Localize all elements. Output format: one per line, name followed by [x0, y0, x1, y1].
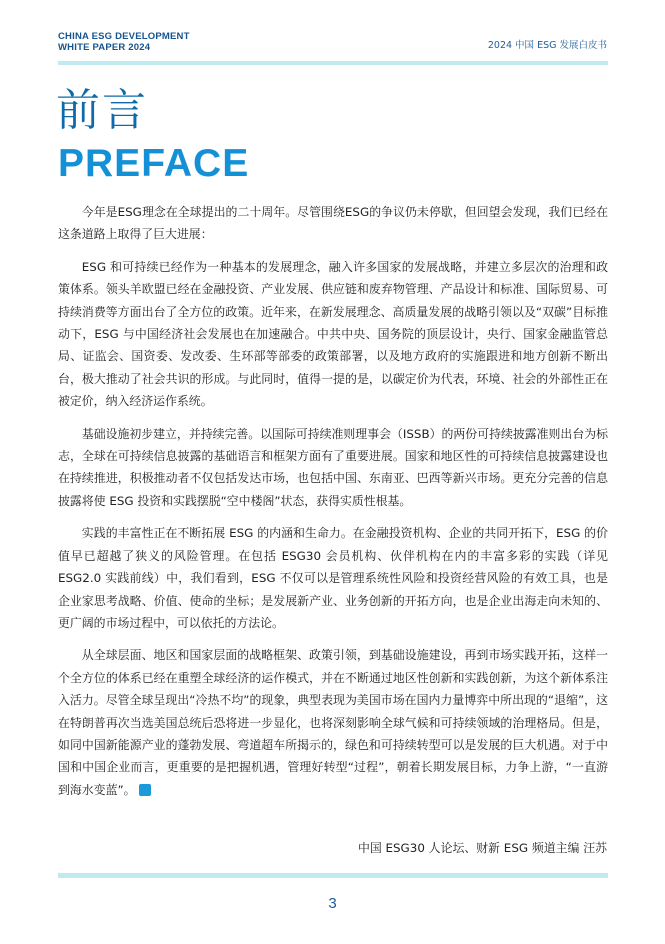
page-title-en: PREFACE — [58, 142, 250, 185]
header-title-line2: WHITE PAPER 2024 — [58, 42, 151, 53]
preface-body — [58, 201, 608, 811]
page-number: 3 — [328, 895, 337, 912]
paragraph-2: ESG 和可持续已经作为一种基本的发展理念，融入许多国家的发展战略，并建立多层次的治理和政策体系。领头羊欧盟已经在金融投资、产业发展、供应链和废弃物管理、产品设计和标准、国际贸易、可持续消费等方面出台了全方位的政策。近年来，在新发展理念、高质量发展的战略引领以及“双碳”目标推动下，ESG 与中国经济社会发展也在加速融合。中共中央、国务院的顶层设计，央行、国家金融监管总局、证监会、国资委、发改委、生环部等部委的政策部署，以及地方政府的实施跟进和地方创新不断出台，极大推动了社会共识的形成。与此同时，值得一提的是，以碳定价为代表，环境、社会的外部性正在被定价，纳入经济运作系统。 — [58, 259, 608, 409]
header-cn-title: 2024 中国 ESG 发展白皮书 — [487, 40, 607, 51]
footer-divider — [58, 873, 608, 878]
header-divider — [58, 61, 608, 65]
paragraph-5 — [58, 644, 608, 801]
header-publication-title — [58, 31, 258, 53]
author-signature: 中国 ESG30 人论坛、财新 ESG 频道主编 汪苏 — [357, 841, 607, 855]
page-title-cn: 前言 — [56, 85, 148, 136]
paragraph-5-text: 从全球层面、地区和国家层面的战略框架、政策引领，到基础设施建设，再到市场实践开拓，这样一个全方位的体系已经在重塑全球经济的运作模式，并在不断通过地区性创新和实践创新，为这个新体系注入活力。尽管全球呈现出“冷热不均”的现象，典型表现为美国市场在国内力量博弈中所出现的“退缩”，这在特朗普再次当选美国总统后恐将进一步显化，也将深刻影响全球气候和可持续领域的治理格局。但是，如同中国新能源产业的蓬勃发展、弯道超车所揭示的，绿色和可持续转型可以是发展的巨大机遇。对于中国和中国企业而言，更重要的是把握机遇，管理好转型“过程”，朝着长期发展目标，力争上游，“一直游到海水变蓝”。 — [58, 648, 608, 797]
end-mark-icon — [139, 784, 151, 796]
paragraph-1: 今年是ESG理念在全球提出的二十周年。尽管围绕ESG的争议仍未停歇，但回望会发现，我们已经在这条道路上取得了巨大进展： — [58, 205, 608, 242]
paragraph-3: 基础设施初步建立，并持续完善。以国际可持续准则理事会（ISSB）的两份可持续披露准则出台为标志，全球在可持续信息披露的基础语言和框架方面有了重要进展。国家和地区性的可持续信息披露建设也在持续推进，积极推动者不仅包括发达市场，也包括中国、东南亚、巴西等新兴市场。更充分完善的信息披露将使 ESG 投资和实践摆脱“空中楼阁”状态，获得实质性根基。 — [58, 426, 608, 508]
header-title-line1: CHINA ESG DEVELOPMENT — [58, 31, 190, 42]
paragraph-4: 实践的丰富性正在不断拓展 ESG 的内涵和生命力。在金融投资机构、企业的共同开拓下，ESG 的价值早已超越了狭义的风险管理。在包括 ESG30 会员机构、伙伴机构在内的丰富多彩的实践（详见 ESG2.0 实践前线）中，我们看到，ESG 不仅可以是管理系统性风险和投资经营风险的有效工具，也是企业家思考战略、价值、使命的坐标；是发展新产业、业务创新的开拓方向，也是企业出海走向未知的、更广阔的市场过程中，可以依托的方法论。 — [58, 526, 608, 630]
